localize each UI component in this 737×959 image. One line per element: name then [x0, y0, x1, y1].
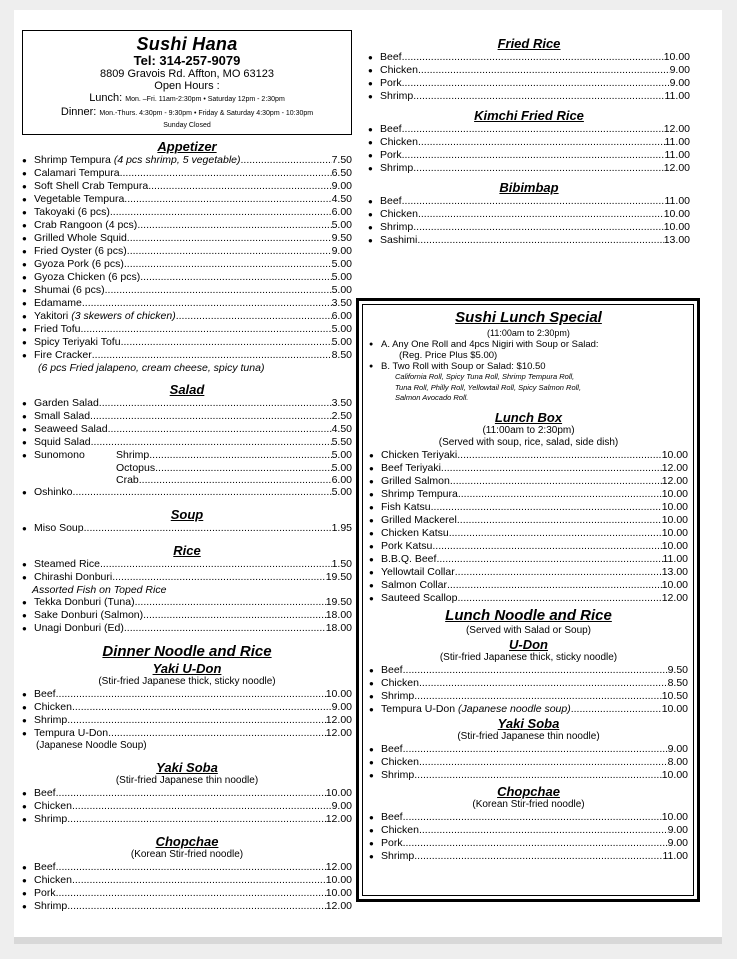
hours-title: Open Hours :: [154, 80, 220, 92]
menu-item: ● Yellowtail Collar ..... 13.00: [369, 566, 688, 579]
lunch-soba-list: [369, 743, 688, 782]
dinner-chopchae-list: [22, 861, 352, 913]
appetizer-list: [22, 154, 352, 362]
menu-item: ● Pork ..... 9.00: [368, 77, 690, 90]
lunch-udon-list: [369, 664, 688, 703]
lunch-box-list: [369, 449, 688, 605]
right-column: [368, 36, 690, 247]
kimchi-list: [368, 123, 690, 175]
menu-item: ● Shrimp ..... 12.00: [368, 162, 690, 175]
menu-item: ● Pork ..... 11.00: [368, 149, 690, 162]
menu-item: ● Gyoza Chicken (6 pcs) ..... 5.00: [22, 271, 352, 284]
lunch-special-box: [356, 298, 700, 902]
menu-item: ● Chicken Teriyaki ..... 10.00: [369, 449, 688, 462]
sushi-lunch-heading: Sushi Lunch Special: [455, 309, 602, 326]
menu-item: ● Beef ..... 9.00: [369, 743, 688, 756]
salad-list: [22, 397, 352, 449]
menu-item: ● Seaweed Salad ..... 4.50: [22, 423, 352, 436]
menu-item: ● Chicken ..... 8.00: [369, 756, 688, 769]
roll-list: California Roll, Spicy Tuna Roll, Shrimp Tempura Roll,: [395, 372, 575, 381]
menu-item: ● Grilled Salmon ..... 12.00: [369, 475, 688, 488]
lunch-udon-sub: (Stir-fried Japanese thick, sticky noodle): [439, 651, 618, 663]
menu-item: ● Chicken ..... 9.00: [22, 800, 352, 813]
menu-item: ● Sake Donburi (Salmon) ..... 18.00: [22, 609, 352, 622]
menu-item: ● Garden Salad ..... 3.50: [22, 397, 352, 410]
dinner-chopchae-sub: (Korean Stir-fried noodle): [130, 849, 244, 860]
menu-item: ● Tempura U-Don (Japanese noodle soup) ..... 10.00: [369, 703, 688, 716]
menu-item: ● Shrimp ..... 12.00: [22, 813, 352, 826]
menu-item: ● Pork ..... 10.00: [22, 887, 352, 900]
kimchi-heading: Kimchi Fried Rice: [474, 108, 584, 123]
menu-item: ● Beef Teriyaki ..... 12.00: [369, 462, 688, 475]
menu-item: ● Oshinko ..... 5.00: [22, 486, 352, 499]
menu-item: Octopus ..... 5.00: [22, 462, 352, 474]
menu-item: ● Yakitori (3 skewers of chicken) ..... 6.00: [22, 310, 352, 323]
menu-item: ● Shrimp Tempura (4 pcs shrimp, 5 vegetable) ..... 7.50: [22, 154, 352, 167]
menu-item: ● Pork Katsu ..... 10.00: [369, 540, 688, 553]
salad-heading: Salad: [169, 382, 205, 397]
menu-item: ● Unagi Donburi (Ed) ..... 18.00: [22, 622, 352, 635]
dinner-noodle-heading: Dinner Noodle and Rice: [102, 643, 272, 660]
dinner-soba-heading: Yaki Soba: [156, 760, 218, 775]
fried-rice-heading: Fried Rice: [497, 36, 561, 51]
roll-list: Salmon Avocado Roll.: [395, 393, 469, 402]
bibimbap-heading: Bibimbap: [499, 180, 559, 195]
menu-item: ● Shrimp ..... 12.00: [22, 714, 352, 727]
menu-item: ● Beef ..... 11.00: [368, 195, 690, 208]
menu-item: ● Chicken Katsu ..... 10.00: [369, 527, 688, 540]
lunch-noodle-sub: (Served with Salad or Soup): [465, 624, 592, 636]
menu-item: ● Chicken ..... 9.00: [22, 701, 352, 714]
menu-item: ● Steamed Rice ..... 1.50: [22, 558, 352, 571]
rice-heading: Rice: [173, 543, 201, 558]
appetizer-heading: Appetizer: [157, 139, 217, 154]
dinner-udon-note: (Japanese Noodle Soup): [36, 740, 147, 751]
roll-list: Tuna Roll, Philly Roll, Yellowtail Roll, Spicy Salmon Roll,: [395, 382, 582, 392]
menu-item: ● Sunomono Shrimp ..... 5.00: [22, 449, 352, 462]
menu-item: ● Beef ..... 10.00: [369, 811, 688, 824]
menu-item: ● Shrimp ..... 10.00: [368, 221, 690, 234]
menu-item: ● Salmon Collar ..... 10.00: [369, 579, 688, 592]
menu-item: ● B.B.Q. Beef ..... 11.00: [369, 553, 688, 566]
menu-item: ● Chicken ..... 9.00: [369, 824, 688, 837]
lunch-chopchae-heading: Chopchae: [497, 783, 560, 799]
menu-item: ● Pork ..... 9.00: [369, 837, 688, 850]
menu-item: ● Chicken ..... 10.00: [22, 874, 352, 887]
phone-number: Tel: 314-257-9079: [133, 53, 241, 68]
lunch-soba-heading: Yaki Soba: [497, 715, 560, 731]
menu-item: ● Shumai (6 pcs) ..... 5.00: [22, 284, 352, 297]
menu-item: ● Sashimi ..... 13.00: [368, 234, 690, 247]
lunch-hours: Lunch: Mon. –Fri. 11am-2:30pm • Saturday 12pm - 2:30pm: [89, 92, 285, 104]
soup-list: [22, 522, 352, 535]
menu-item: ● Small Salad ..... 2.50: [22, 410, 352, 423]
menu-item: ● Chicken ..... 10.00: [368, 208, 690, 221]
page-bottom-edge: [14, 937, 722, 944]
menu-item: ● Calamari Tempura ..... 6.50: [22, 167, 352, 180]
menu-item: ● Beef ..... 12.00: [368, 123, 690, 136]
lunch-box-sub: (Served with soup, rice, salad, side dish): [438, 436, 619, 448]
fried-rice-list: [368, 51, 690, 103]
menu-item: ● Fried Oyster (6 pcs) ..... 9.00: [22, 245, 352, 258]
menu-item: Crab ..... 6.00: [22, 474, 352, 486]
dinner-udon-sub: (Stir-fried Japanese thick, sticky noodle): [98, 676, 276, 687]
menu-item: ● Beef ..... 12.00: [22, 861, 352, 874]
menu-item: ● Grilled Mackerel ..... 10.00: [369, 514, 688, 527]
dinner-udon-heading: Yaki U-Don: [152, 661, 222, 676]
dinner-udon-list: [22, 688, 352, 740]
menu-item: ● Fried Tofu ..... 5.00: [22, 323, 352, 336]
dinner-soba-list: [22, 787, 352, 826]
menu-item: ● Sauteed Scallop ..... 12.00: [369, 592, 688, 605]
menu-item: ● Chicken ..... 8.50: [369, 677, 688, 690]
menu-item: ● Shrimp ..... 10.00: [369, 769, 688, 782]
menu-item: ● Fish Katsu ..... 10.00: [369, 501, 688, 514]
restaurant-name: Sushi Hana: [136, 34, 238, 54]
rice-list-2: [22, 596, 352, 635]
dinner-hours: Dinner: Mon.-Thurs. 4:30pm - 9:30pm • Friday & Saturday 4:30pm - 10:30pm: [60, 106, 314, 118]
menu-item: ● Miso Soup ..... 1.95: [22, 522, 352, 535]
menu-item: ● Gyoza Pork (6 pcs) ..... 5.00: [22, 258, 352, 271]
menu-item: ● Vegetable Tempura ..... 4.50: [22, 193, 352, 206]
special-b: ● B. Two Roll with Soup or Salad: $10.50: [369, 361, 546, 372]
menu-item: ● Takoyaki (6 pcs) ..... 6.00: [22, 206, 352, 219]
menu-item: ● Shrimp ..... 11.00: [369, 850, 688, 863]
menu-item: ● Crab Rangoon (4 pcs) ..... 5.00: [22, 219, 352, 232]
special-a-note: (Reg. Price Plus $5.00): [399, 350, 498, 361]
menu-item: ● Shrimp ..... 10.50: [369, 690, 688, 703]
special-a: ● A. Any One Roll and 4pcs Nigiri with Soup or Salad:: [369, 339, 599, 350]
dinner-soba-sub: (Stir-fried Japanese thin noodle): [115, 775, 259, 786]
menu-item: ● Beef ..... 10.00: [368, 51, 690, 64]
soup-heading: Soup: [170, 507, 204, 522]
menu-item: ● Fire Cracker ..... 8.50: [22, 349, 352, 362]
menu-item: ● Chicken ..... 11.00: [368, 136, 690, 149]
lunch-soba-sub: (Stir-fried Japanese thin noodle): [457, 730, 600, 742]
menu-item: ● Chirashi Donburi ..... 19.50: [22, 571, 352, 584]
lunch-chopchae-list: [369, 811, 688, 863]
menu-item: ● Beef ..... 9.50: [369, 664, 688, 677]
left-column: [22, 30, 352, 913]
dinner-chopchae-heading: Chopchae: [155, 834, 219, 849]
menu-item: ● Beef ..... 10.00: [22, 787, 352, 800]
lunch-chopchae-sub: (Korean Stir-fried noodle): [472, 798, 585, 810]
menu-item: ● Grilled Whole Squid ..... 9.50: [22, 232, 352, 245]
menu-item: ● Shrimp Tempura ..... 10.00: [369, 488, 688, 501]
sushi-lunch-hours: (11:00am to 2:30pm): [487, 328, 570, 338]
restaurant-header: [22, 30, 352, 135]
fire-cracker-note: (6 pcs Fried jalapeno, cream cheese, spicy tuna): [38, 362, 265, 374]
lunch-noodle-heading: Lunch Noodle and Rice: [445, 606, 612, 624]
menu-item: ● Squid Salad ..... 5.50: [22, 436, 352, 449]
menu-item: ● Spicy Teriyaki Tofu ..... 5.00: [22, 336, 352, 349]
menu-item: ● Shrimp ..... 11.00: [368, 90, 690, 103]
menu-item: ● Shrimp ..... 12.00: [22, 900, 352, 913]
lunch-udon-heading: U-Don: [509, 636, 548, 652]
rice-list: [22, 558, 352, 584]
menu-item: ● Chicken ..... 9.00: [368, 64, 690, 77]
closed-note: Sunday Closed: [163, 122, 211, 129]
bibimbap-list: [368, 195, 690, 247]
menu-item: ● Soft Shell Crab Tempura ..... 9.00: [22, 180, 352, 193]
menu-item: ● Tempura U-Don ..... 12.00: [22, 727, 352, 740]
address: 8809 Gravois Rd. Affton, MO 63123: [99, 68, 275, 80]
menu-item: ● Beef ..... 10.00: [22, 688, 352, 701]
lunch-box-heading: Lunch Box: [494, 409, 563, 425]
menu-item: ● Tekka Donburi (Tuna) ..... 19.50: [22, 596, 352, 609]
rice-note: Assorted Fish on Toped Rice: [32, 584, 167, 596]
lunch-box-hours: (11:00am to 2:30pm): [482, 424, 575, 436]
menu-item: ● Edamame ..... 3.50: [22, 297, 352, 310]
